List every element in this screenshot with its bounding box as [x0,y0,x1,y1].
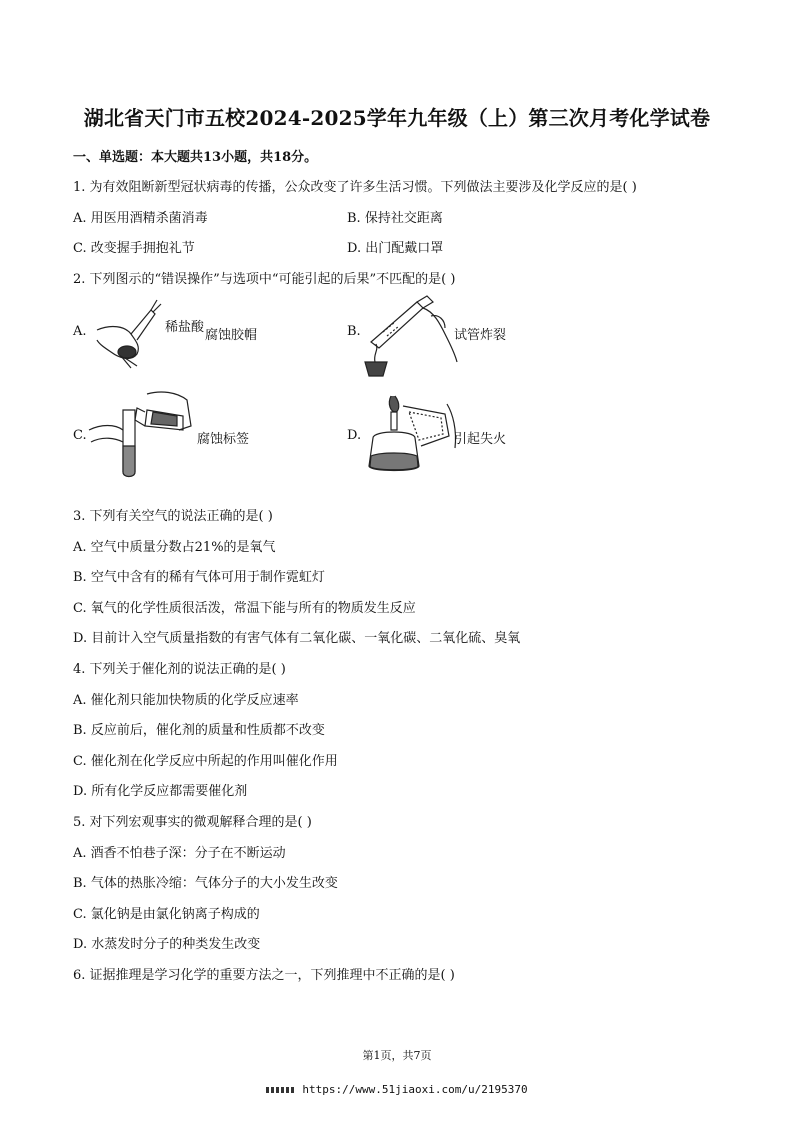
question-1-option-b: B. 保持社交距离 [347,211,443,226]
figure-c-label: C. [73,428,87,443]
question-3-option-c: C. 氧气的化学性质很活泼，常温下能与所有的物质发生反应 [73,601,416,616]
question-2-figure-row-2 [73,386,723,476]
question-6-stem: 6. 证据推理是学习化学的重要方法之一，下列推理中不正确的是( ) [73,968,455,983]
dropper-hand-illustration [91,296,171,376]
heating-test-tube-illustration [361,292,461,380]
question-4-option-a: A. 催化剂只能加快物质的化学反应速率 [73,693,299,708]
figure-option-d [347,386,617,476]
question-4-option-c: C. 催化剂在化学反应中所起的作用叫催化作用 [73,754,338,769]
figure-a-caption: 腐蚀胶帽 [205,328,258,343]
question-4-option-b: B. 反应前后，催化剂的质量和性质都不改变 [73,723,325,738]
question-3-stem: 3. 下列有关空气的说法正确的是( ) [73,509,273,524]
figure-a-label: A. [73,324,87,339]
question-5-option-c: C. 氯化钠是由氯化钠离子构成的 [73,907,260,922]
question-5-option-b: B. 气体的热胀冷缩：气体分子的大小发生改变 [73,876,338,891]
question-4-stem: 4. 下列关于催化剂的说法正确的是( ) [73,662,286,677]
question-2-figure-row-1 [73,292,723,382]
figure-d-label: D. [347,428,362,443]
question-3-option-a: A. 空气中质量分数占21%的是氧气 [73,540,276,555]
watermark-url [0,1083,794,1096]
question-1-option-a: A. 用医用酒精杀菌消毒 [73,211,208,226]
figure-c-caption: 腐蚀标签 [197,432,250,447]
section-heading: 一、单选题：本大题共13小题，共18分。 [73,150,318,165]
question-1-option-d: D. 出门配戴口罩 [347,241,444,256]
pouring-reagent-illustration [87,386,197,478]
page-number: 第1页，共7页 [362,1049,432,1062]
question-1-stem: 1. 为有效阻断新型冠状病毒的传播，公众改变了许多生活习惯。下列做法主要涉及化学反应的是( ) [73,180,637,195]
question-5-option-d: D. 水蒸发时分子的种类发生改变 [73,937,261,952]
question-5-option-a: A. 酒香不怕巷子深：分子在不断运动 [73,846,286,861]
question-5-stem: 5. 对下列宏观事实的微观解释合理的是( ) [73,815,312,830]
question-4-option-d: D. 所有化学反应都需要催化剂 [73,784,248,799]
figure-b-label: B. [347,324,361,339]
lamp-lighting-illustration [361,386,461,478]
figure-option-b [347,292,617,382]
figure-b-caption: 试管炸裂 [454,328,507,343]
question-3-option-d: D. 目前计入空气质量指数的有害气体有二氧化碳、一氧化碳、二氧化硫、臭氧 [73,631,521,646]
figure-option-a [73,292,343,382]
question-3-option-b: B. 空气中含有的稀有气体可用于制作霓虹灯 [73,570,325,585]
question-2-stem: 2. 下列图示的“错误操作”与选项中“可能引起的后果”不匹配的是( ) [73,272,456,287]
watermark-url-text: https://www.51jiaoxi.com/u/2195370 [302,1083,528,1096]
page-title: 湖北省天门市五校2024-2025学年九年级（上）第三次月考化学试卷 [83,106,711,130]
question-1-option-c: C. 改变握手拥抱礼节 [73,241,195,256]
watermark-logo-icon [266,1087,296,1093]
figure-a-reagent-note: 稀盐酸 [165,320,205,335]
figure-option-c [73,386,343,476]
figure-d-caption: 引起失火 [454,432,507,447]
